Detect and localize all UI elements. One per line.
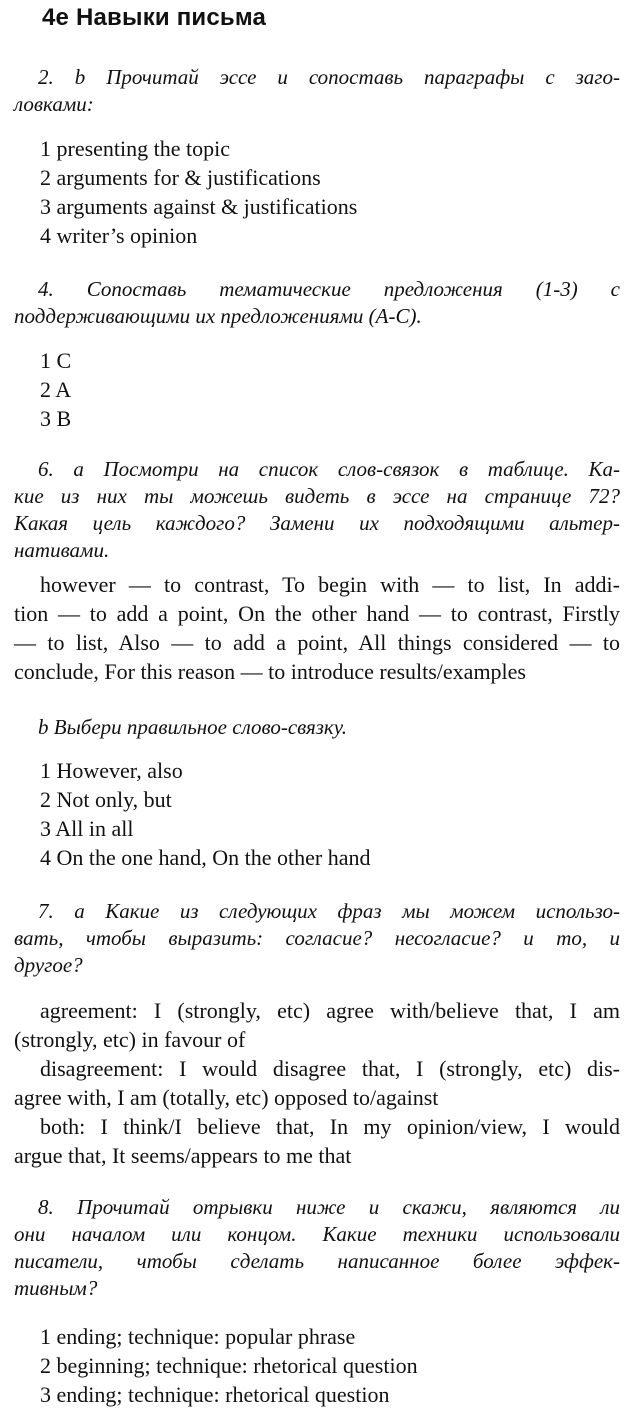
disagreement-line-2: agree with, I am (totally, etc) opposed to/against	[14, 1085, 439, 1110]
task-6a-answer-line-3: — to list, Also — to add a point, All things considered — to	[14, 630, 620, 655]
task-6b-answer-list	[14, 756, 371, 872]
task-6a-instruction	[14, 456, 620, 564]
list-item: 4 On the one hand, On the other hand	[40, 845, 371, 870]
task-4-answer-list	[14, 346, 71, 433]
task-8-instruction-line-3: писатели, чтобы сделать написанное более эффек-	[14, 1249, 620, 1273]
list-item: 2 arguments for & justifications	[40, 165, 321, 190]
list-item: 1 However, also	[40, 758, 183, 783]
agreement-line-1: agreement: I (strongly, etc) agree with/believe that, I am	[40, 998, 620, 1023]
task-6a-instruction-line-4: нативами.	[14, 538, 110, 562]
both-line-2: argue that, It seems/appears to me that	[14, 1143, 352, 1168]
list-item: 3 B	[40, 406, 72, 431]
list-item: 3 ending; technique: rhetorical question	[40, 1382, 390, 1407]
task-7a-answer	[14, 996, 620, 1170]
task-6a-instruction-line-3: Какая цель каждого? Замени их подходящими альтер-	[14, 511, 620, 535]
task-4-instruction-line-1: 4. Сопоставь тематические предложения (1-3) с	[38, 277, 620, 301]
task-8-answer-list	[14, 1322, 418, 1409]
list-item: 3 arguments against & justifications	[40, 194, 358, 219]
task-6b-instruction: b Выбери правильное слово-связку.	[38, 715, 348, 739]
list-item: 1 presenting the topic	[40, 136, 231, 161]
list-item: 4 writer’s opinion	[40, 223, 198, 248]
task-7a-instruction-line-1: 7. а Какие из следующих фраз мы можем использо-	[38, 899, 620, 923]
page-title: 4e Навыки письма	[42, 4, 267, 31]
task-7a-instruction	[14, 898, 620, 979]
task-2b-instruction	[14, 64, 620, 118]
task-8-instruction-line-4: тивным?	[14, 1276, 98, 1300]
disagreement-line-1: disagreement: I would disagree that, I (strongly, etc) dis-	[40, 1056, 620, 1081]
task-6a-instruction-line-1: 6. а Посмотри на список слов-связок в таблице. Ка-	[38, 457, 620, 481]
task-2b-instruction-line-2: ловками:	[14, 92, 94, 116]
task-8-instruction	[14, 1194, 620, 1302]
task-2b-answer-list	[14, 134, 357, 250]
task-4-instruction	[14, 276, 620, 330]
task-7a-instruction-line-2: вать, чтобы выразить: согласие? несогласие? и то, и	[14, 926, 620, 950]
agreement-line-2: (strongly, etc) in favour of	[14, 1027, 246, 1052]
task-4-instruction-line-2: поддерживающими их предложениями (A-C).	[14, 304, 422, 328]
list-item: 1 ending; technique: popular phrase	[40, 1324, 356, 1349]
task-6a-answer-line-4: conclude, For this reason — to introduce results/examples	[14, 659, 526, 684]
task-6a-answer-line-2: tion — to add a point, On the other hand — to contrast, Firstly	[14, 601, 620, 626]
list-item: 2 Not only, but	[40, 787, 172, 812]
task-6a-answer	[14, 570, 620, 686]
task-6a-answer-line-1: however — to contrast, To begin with — to list, In addi-	[40, 572, 620, 597]
list-item: 2 beginning; technique: rhetorical question	[40, 1353, 418, 1378]
list-item: 3 All in all	[40, 816, 134, 841]
both-line-1: both: I think/I believe that, In my opinion/view, I would	[40, 1114, 620, 1139]
list-item: 1 C	[40, 348, 72, 373]
task-2b-instruction-line-1: 2. b Прочитай эссе и сопоставь параграфы с заго-	[38, 65, 620, 89]
task-8-instruction-line-1: 8. Прочитай отрывки ниже и скажи, являются ли	[38, 1195, 620, 1219]
list-item: 2 A	[40, 377, 72, 402]
task-6a-instruction-line-2: кие из них ты можешь видеть в эссе на странице 72?	[14, 484, 620, 508]
task-7a-instruction-line-3: другое?	[14, 953, 83, 977]
task-8-instruction-line-2: они началом или концом. Какие техники использовали	[14, 1222, 620, 1246]
